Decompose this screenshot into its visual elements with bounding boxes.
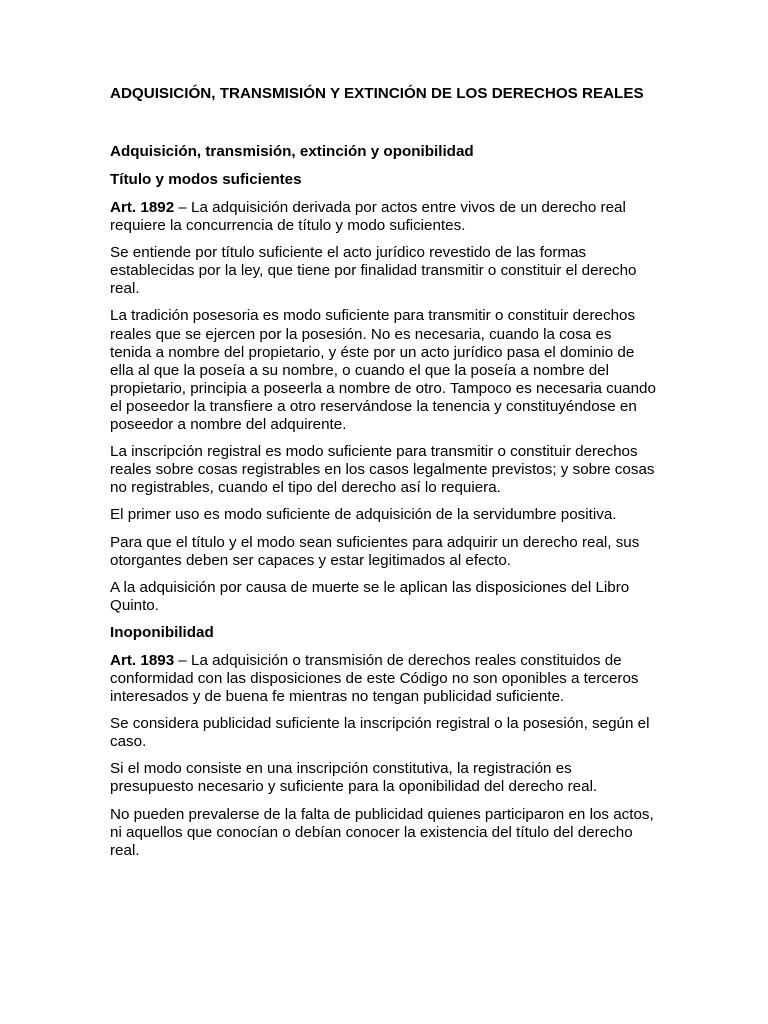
article-number: Art. 1892 (110, 199, 175, 216)
subheading-inoponibilidad: Inoponibilidad (110, 623, 214, 641)
article-text: – La adquisición o transmisión de derechos reales constituidos de conformidad con las disposiciones de este Código no son oponibles a terceros interesados y de buena fe mientras no tengan publicidad suficiente. (110, 651, 639, 706)
paragraph-publicidad-suficiente: Se considera publicidad suficiente la inscripción registral o la posesión, según el caso. (110, 715, 650, 751)
article-1893 (110, 652, 656, 706)
paragraph-inscripcion-registral: La inscripción registral es modo suficiente para transmitir o constituir derechos reales sobre cosas registrables en los casos legalmente previstos; y sobre cosas no registrables, cuando el tipo del derecho así lo requiera. (110, 443, 655, 497)
paragraph-causa-muerte: A la adquisición por causa de muerte se le aplican las disposiciones del Libro Quinto. (110, 578, 630, 614)
article-number: Art. 1893 (110, 651, 175, 669)
paragraph-otorgantes: Para que el título y el modo sean suficientes para adquirir un derecho real, sus otorgantes deben ser capaces y estar legitimados al efecto. (110, 533, 640, 569)
paragraph-falta-publicidad: No pueden prevalerse de la falta de publicidad quienes participaron en los actos, ni aquellos que conocían o debían conocer la existencia del título del derecho real. (110, 805, 654, 859)
article-text: – La adquisición derivada por actos entre vivos de un derecho real requiere la concurrencia de título y modo suficientes. (110, 199, 626, 235)
paragraph-titulo-suficiente: Se entiende por título suficiente el acto jurídico revestido de las formas establecidas por la ley, que tiene por finalidad transmitir o constituir el derecho real. (110, 244, 637, 298)
paragraph-inscripcion-constitutiva: Si el modo consiste en una inscripción constitutiva, la registración es presupuesto necesario y suficiente para la oponibilidad del derecho real. (110, 760, 598, 796)
section-heading-adquisicion: Adquisición, transmisión, extinción y oponibilidad (110, 143, 474, 160)
article-1892 (110, 199, 656, 235)
paragraph-tradicion-posesoria: La tradición posesoria es modo suficiente para transmitir o constituir derechos reales que se ejercen por la posesión. No es necesaria, cuando la cosa es tenida a nombre del propietario, y éste por un acto jurídico pasa el dominio de ella al que la poseía a su nombre, o cuando el que la poseía a nombre del propietario, principia a poseerla a nombre de otro. Tampoco es necesaria cuando el poseedor la transfiere a otro reservándose la tenencia y constituyéndose en poseedor a nombre del adquirente. (110, 307, 656, 434)
document-title: ADQUISICIÓN, TRANSMISIÓN Y EXTINCIÓN DE LOS DERECHOS REALES (110, 85, 644, 102)
subheading-titulo-modos: Título y modos suficientes (110, 171, 302, 188)
paragraph-primer-uso: El primer uso es modo suficiente de adquisición de la servidumbre positiva. (110, 506, 617, 524)
